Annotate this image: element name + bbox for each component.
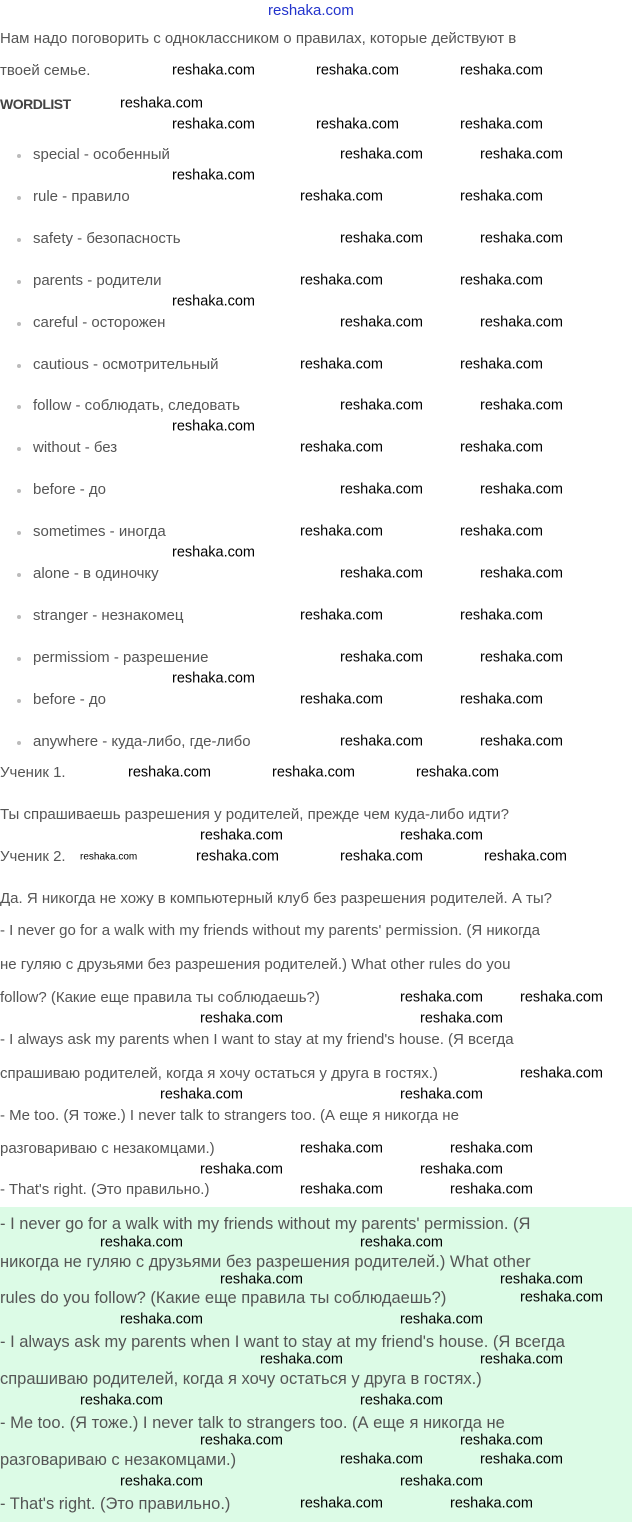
bullet-icon	[17, 154, 21, 158]
watermark: reshaka.com	[200, 1161, 284, 1178]
watermark: reshaka.com	[480, 733, 564, 750]
watermark: reshaka.com	[120, 95, 204, 112]
watermark: reshaka.com	[200, 1010, 284, 1027]
watermark: reshaka.com	[172, 167, 256, 184]
watermark: reshaka.com	[480, 397, 564, 414]
wordlist-heading: WORDLIST	[0, 96, 71, 112]
bullet-icon	[17, 489, 21, 493]
dialogue-line: follow? (Какие еще правила ты соблюдаешь?)	[0, 989, 320, 1006]
watermark: reshaka.com	[340, 1451, 424, 1468]
bullet-icon	[17, 615, 21, 619]
bullet-icon	[17, 741, 21, 745]
student-label: Ученик 1.	[0, 764, 66, 781]
watermark: reshaka.com	[220, 1271, 304, 1288]
watermark: reshaka.com	[340, 230, 424, 247]
wordlist-item: careful - осторожен	[33, 313, 166, 331]
dialogue-line: не гуляю с друзьями без разрешения родителей.) What other rules do you	[0, 956, 511, 973]
answer-text: Да. Я никогда не хожу в компьютерный клуб без разрешения родителей. А ты?	[0, 890, 552, 907]
dialogue-line: - Me too. (Я тоже.) I never talk to strangers too. (А еще я никогда не	[0, 1107, 459, 1124]
wordlist-item: stranger - незнакомец	[33, 606, 184, 624]
watermark: reshaka.com	[480, 481, 564, 498]
bullet-icon	[17, 196, 21, 200]
wordlist-item: follow - соблюдать, следовать	[33, 397, 240, 415]
watermark: reshaka.com	[500, 1271, 584, 1288]
wordlist-item: sometimes - иногда	[33, 523, 166, 541]
watermark: reshaka.com	[340, 397, 424, 414]
watermark: reshaka.com	[160, 1086, 244, 1103]
watermark: reshaka.com	[300, 1495, 384, 1512]
watermark: reshaka.com	[120, 1473, 204, 1490]
watermark: reshaka.com	[300, 691, 384, 708]
watermark: reshaka.com	[460, 607, 544, 624]
watermark: reshaka.com	[300, 1181, 384, 1198]
watermark: reshaka.com	[340, 481, 424, 498]
bullet-icon	[17, 405, 21, 409]
watermark: reshaka.com	[272, 764, 356, 781]
watermark: reshaka.com	[460, 439, 544, 456]
watermark: reshaka.com	[480, 1351, 564, 1368]
wordlist-item: cautious - осмотрительный	[33, 355, 219, 373]
watermark: reshaka.com	[316, 116, 400, 133]
watermark: reshaka.com	[340, 649, 424, 666]
dialogue-line: - That's right. (Это правильно.)	[0, 1181, 210, 1198]
watermark: reshaka.com	[200, 1432, 284, 1449]
watermark: reshaka.com	[80, 1392, 164, 1409]
watermark: reshaka.com	[300, 1140, 384, 1157]
wordlist-item: parents - родители	[33, 271, 162, 289]
watermark: reshaka.com	[400, 1311, 484, 1328]
highlighted-line: - I always ask my parents when I want to stay at my friend's house. (Я всегда	[0, 1333, 565, 1351]
watermark: reshaka.com	[200, 827, 284, 844]
dialogue-line: - I always ask my parents when I want to stay at my friend's house. (Я всегда	[0, 1031, 514, 1048]
watermark: reshaka.com	[128, 764, 212, 781]
watermark: reshaka.com	[416, 764, 500, 781]
bullet-icon	[17, 322, 21, 326]
bullet-icon	[17, 531, 21, 535]
watermark: reshaka.com	[340, 565, 424, 582]
watermark: reshaka.com	[360, 1392, 444, 1409]
watermark: reshaka.com	[480, 314, 564, 331]
watermark: reshaka.com	[172, 544, 256, 561]
watermark: reshaka.com	[340, 848, 424, 865]
watermark: reshaka.com	[300, 439, 384, 456]
watermark: reshaka.com	[450, 1181, 534, 1198]
watermark: reshaka.com	[400, 827, 484, 844]
bullet-icon	[17, 238, 21, 242]
watermark: reshaka.com	[400, 989, 484, 1006]
highlighted-line: - Me too. (Я тоже.) I never talk to strangers too. (А еще я никогда не	[0, 1414, 505, 1432]
watermark: reshaka.com	[172, 116, 256, 133]
watermark: reshaka.com	[484, 848, 568, 865]
watermark: reshaka.com	[480, 649, 564, 666]
watermark: reshaka.com	[300, 188, 384, 205]
watermark: reshaka.com	[460, 691, 544, 708]
watermark: reshaka.com	[480, 1451, 564, 1468]
watermark: reshaka.com	[260, 1351, 344, 1368]
highlighted-line: - I never go for a walk with my friends without my parents' permission. (Я	[0, 1215, 531, 1233]
bullet-icon	[17, 573, 21, 577]
dialogue-line: - I never go for a walk with my friends without my parents' permission. (Я никогда	[0, 922, 540, 939]
wordlist-item: without - без	[33, 439, 118, 457]
watermark: reshaka.com	[460, 523, 544, 540]
intro-text: Нам надо поговорить с одноклассником о правилах, которые действуют в	[0, 30, 517, 47]
wordlist-item: anywhere - куда-либо, где-либо	[33, 732, 251, 750]
watermark: reshaka.com	[480, 230, 564, 247]
highlighted-line: спрашиваю родителей, когда я хочу остаться у друга в гостях.)	[0, 1370, 482, 1388]
watermark: reshaka.com	[316, 62, 400, 79]
intro-text: твоей семье.	[0, 62, 91, 79]
watermark: reshaka.com	[400, 1086, 484, 1103]
watermark: reshaka.com	[460, 116, 544, 133]
question-text: Ты спрашиваешь разрешения у родителей, прежде чем куда-либо идти?	[0, 806, 509, 823]
bullet-icon	[17, 364, 21, 368]
watermark: reshaka.com	[300, 523, 384, 540]
wordlist-item: permissiom - разрешение	[33, 648, 209, 666]
wordlist-item: rule - правило	[33, 187, 130, 205]
watermark: reshaka.com	[480, 565, 564, 582]
watermark: reshaka.com	[520, 1065, 604, 1082]
highlighted-line: разговариваю с незакомцами.)	[0, 1451, 237, 1469]
watermark: reshaka.com	[120, 1311, 204, 1328]
bullet-icon	[17, 657, 21, 661]
watermark: reshaka.com	[520, 1289, 604, 1306]
watermark: reshaka.com	[196, 848, 280, 865]
watermark: reshaka.com	[520, 989, 604, 1006]
watermark: reshaka.com	[80, 851, 138, 863]
watermark: reshaka.com	[460, 272, 544, 289]
watermark: reshaka.com	[400, 1473, 484, 1490]
watermark: reshaka.com	[340, 314, 424, 331]
bullet-icon	[17, 447, 21, 451]
watermark: reshaka.com	[340, 146, 424, 163]
wordlist-item: before - до	[33, 690, 106, 708]
wordlist-item: safety - безопасность	[33, 229, 181, 247]
watermark: reshaka.com	[420, 1161, 504, 1178]
watermark: reshaka.com	[450, 1495, 534, 1512]
watermark: reshaka.com	[100, 1234, 184, 1251]
site-header-link[interactable]: reshaka.com	[268, 2, 354, 19]
watermark: reshaka.com	[300, 607, 384, 624]
watermark: reshaka.com	[172, 418, 256, 435]
wordlist-item: special - особенный	[33, 146, 170, 163]
watermark: reshaka.com	[360, 1234, 444, 1251]
wordlist-item: before - до	[33, 481, 106, 499]
watermark: reshaka.com	[172, 293, 256, 310]
watermark: reshaka.com	[480, 146, 564, 163]
highlighted-line: - That's right. (Это правильно.)	[0, 1495, 231, 1513]
highlighted-line: никогда не гуляю с друзьями без разрешения родителей.) What other	[0, 1253, 531, 1271]
watermark: reshaka.com	[450, 1140, 534, 1157]
watermark: reshaka.com	[460, 1432, 544, 1449]
watermark: reshaka.com	[460, 62, 544, 79]
watermark: reshaka.com	[460, 356, 544, 372]
bullet-icon	[17, 280, 21, 284]
bullet-icon	[17, 699, 21, 703]
watermark: reshaka.com	[420, 1010, 504, 1027]
highlighted-line: rules do you follow? (Какие еще правила ты соблюдаешь?)	[0, 1289, 447, 1307]
watermark: reshaka.com	[340, 733, 424, 750]
watermark: reshaka.com	[172, 670, 256, 687]
wordlist-item: alone - в одиночку	[33, 565, 159, 582]
watermark: reshaka.com	[300, 272, 384, 289]
student-label: Ученик 2.	[0, 848, 66, 865]
dialogue-line: спрашиваю родителей, когда я хочу остаться у друга в гостях.)	[0, 1065, 438, 1082]
watermark: reshaka.com	[172, 62, 256, 79]
watermark: reshaka.com	[460, 188, 544, 205]
watermark: reshaka.com	[300, 356, 384, 372]
dialogue-line: разговариваю с незакомцами.)	[0, 1140, 215, 1157]
